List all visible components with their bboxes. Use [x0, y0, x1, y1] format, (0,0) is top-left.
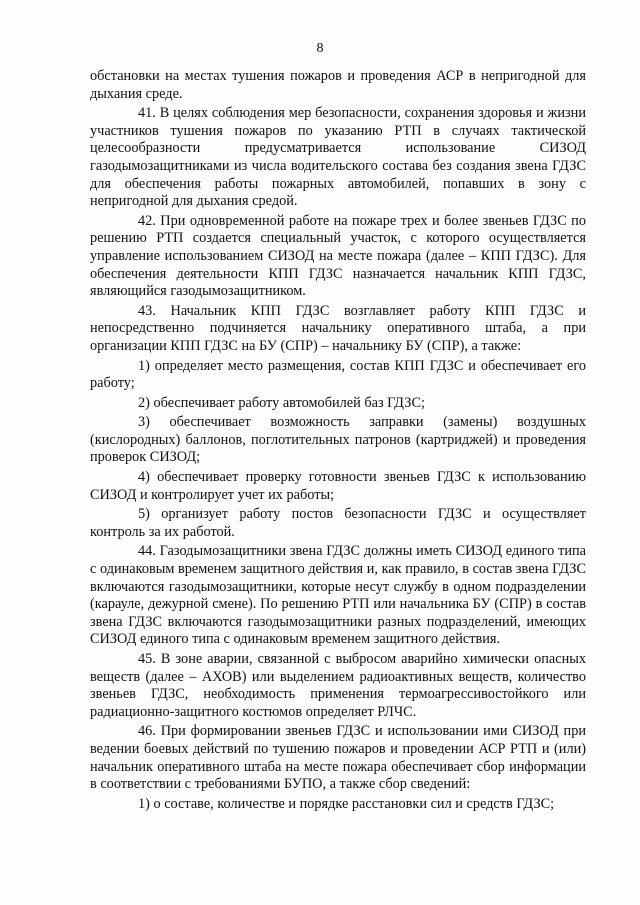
paragraph-43: 43. Начальник КПП ГДЗС возглавляет работу КПП ГДЗС и непосредственно подчиняется начальнику оперативного штаба, а при организации КПП ГДЗС на БУ (СПР) – начальнику БУ (СПР), а также: — [90, 302, 586, 354]
list-item-43-3: 3) обеспечивает возможность заправки (замены) воздушных (кислородных) баллонов, поглотительных патронов (картриджей) и проведения проверок СИЗОД; — [90, 414, 586, 466]
paragraph-45: 45. В зоне аварии, связанной с выбросом аварийно химически опасных веществ (далее – АХОВ) или выделением радиоактивных веществ, количество звеньев ГДЗС, необходимость применения термоагрессивостойкого или радиационно-защитного костюмов определяет РЛЧС. — [90, 651, 586, 720]
list-item-43-1: 1) определяет место размещения, состав КПП ГДЗС и обеспечивает его работу; — [90, 357, 586, 392]
paragraph-41: 41. В целях соблюдения мер безопасности, сохранения здоровья и жизни участников тушения пожаров по указанию РТП в случаях тактической целесообразности предусматривается использование СИЗОД газодымозащитниками из числа водительского состава без создания звена ГДЗС для обеспечения работы пожарных автомобилей, попавших в зону с непригодной для дыхания средой. — [90, 105, 586, 210]
list-item-43-5: 5) организует работу постов безопасности ГДЗС и осуществляет контроль за их работой. — [90, 506, 586, 540]
list-item-43-4: 4) обеспечивает проверку готовности звеньев ГДЗС к использованию СИЗОД и контролирует учет их работы; — [90, 469, 586, 503]
paragraph-44: 44. Газодымозащитники звена ГДЗС должны иметь СИЗОД единого типа с одинаковым временем защитного действия и, как правило, в состав звена ГДЗС включаются газодымозащитники, которые несут службу в одном подразделении (карауле, дежурной смене). По решению РТП или начальника БУ (СПР) в состав звена ГДЗС включаются газодымозащитники разных подразделений, имеющих СИЗОД единого типа с одинаковым временем защитного действия. — [90, 543, 586, 648]
list-item-43-2: 2) обеспечивает работу автомобилей баз ГДЗС; — [138, 394, 425, 411]
paragraph-continuation: обстановки на местах тушения пожаров и проведения АСР в непригодной для дыхания среде. — [90, 68, 586, 102]
page-number: 8 — [316, 41, 324, 56]
paragraph-46: 46. При формировании звеньев ГДЗС и использовании ими СИЗОД при ведении боевых действий по тушению пожаров и проведении АСР РТП и (или) начальник оперативного штаба на месте пожара обеспечивает сбор информации в соответствии с требованиями БУПО, а также сбор сведений: — [90, 723, 586, 793]
list-item-46-1: 1) о составе, количестве и порядке расстановки сил и средств ГДЗС; — [138, 795, 555, 812]
paragraph-42: 42. При одновременной работе на пожаре трех и более звеньев ГДЗС по решению РТП создается специальный участок, с которого осуществляется управление использованием СИЗОД на месте пожара (далее – КПП ГДЗС). Для обеспечения деятельности КПП ГДЗС назначается начальник КПП ГДЗС, являющийся газодымозащитником. — [90, 212, 586, 300]
